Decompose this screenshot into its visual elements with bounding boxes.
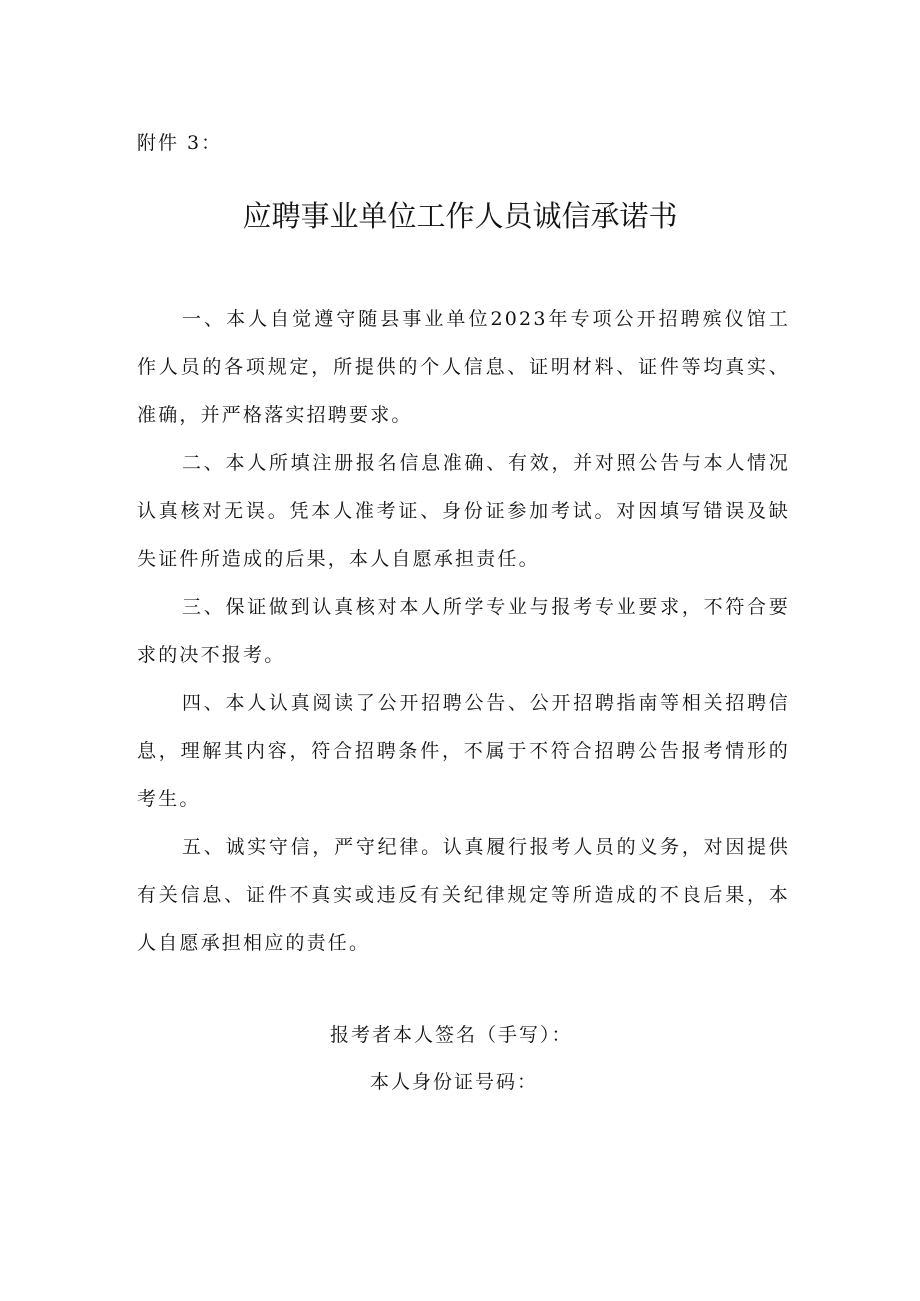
pledge-paragraph-5: 五、诚实守信，严守纪律。认真履行报考人员的义务，对因提供有关信息、证件不真实或违反有关纪律规定等所造成的不良后果，本人自愿承担相应的责任。	[137, 836, 790, 954]
pledge-paragraph-4: 四、本人认真阅读了公开招聘公告、公开招聘指南等相关招聘信息，理解其内容，符合招聘条件，不属于不符合招聘公告报考情形的考生。	[137, 692, 790, 810]
pledge-paragraph-1: 一、本人自觉遵守随县事业单位2023年专项公开招聘殡仪馆工作人员的各项规定，所提供的个人信息、证明材料、证件等均真实、准确，并严格落实招聘要求。	[137, 308, 790, 426]
signature-id-number-label: 本人身份证号码：	[370, 1071, 539, 1093]
signature-name-label: 报考者本人签名（手写）：	[330, 1024, 573, 1046]
document-title: 应聘事业单位工作人员诚信承诺书	[242, 199, 678, 233]
attachment-label: 附件 3：	[137, 132, 223, 154]
pledge-paragraph-2: 二、本人所填注册报名信息准确、有效，并对照公告与本人情况认真核对无误。凭本人准考证、身份证参加考试。对因填写错误及缺失证件所造成的后果，本人自愿承担责任。	[137, 452, 790, 570]
pledge-body	[137, 295, 790, 967]
pledge-paragraph-3: 三、保证做到认真核对本人所学专业与报考专业要求，不符合要求的决不报考。	[137, 596, 790, 666]
